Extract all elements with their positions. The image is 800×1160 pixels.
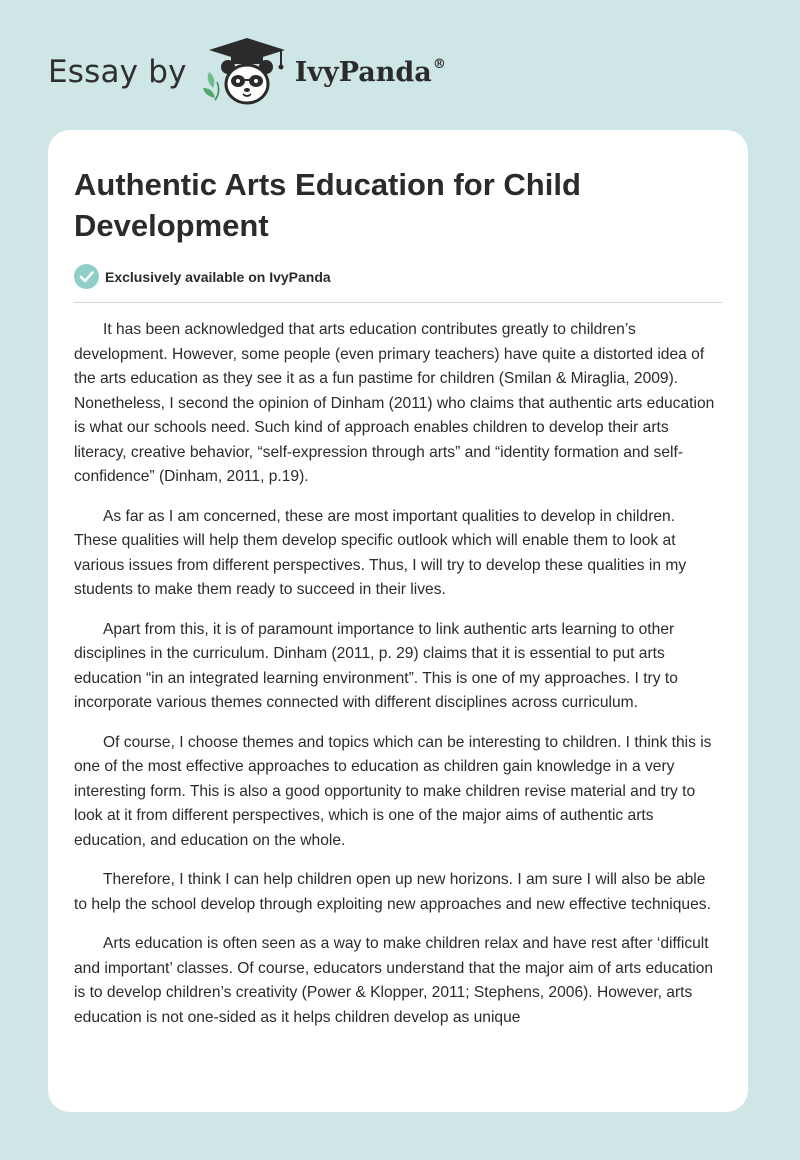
essay-card — [48, 130, 748, 1112]
essay-title: Authentic Arts Education for Child Development — [74, 167, 581, 243]
registered-mark: ® — [432, 56, 446, 72]
badge-text: Exclusively available on IvyPanda — [105, 268, 331, 285]
paragraph: Arts education is often seen as a way to make children relax and have rest after ‘difficult and important’ classes. Of course, educators understand that the major aim of arts education is to develop children’s creativity (Power & Klopper, 2011; Stephens, 2006). However, arts education is not one-sided as it helps children develop as unique — [74, 935, 714, 1026]
paragraph: It has been acknowledged that arts education contributes greatly to children’s development. However, some people (even primary teachers) have quite a distorted idea of the arts education as they see it as a fun pastime for children (Smilan & Miraglia, 2009). Nonetheless, I second the opinion of Dinham (2011) who claims that authentic arts education is what our schools need. Such kind of approach enables children to develop their arts literacy, creative behavior, “self-expression through arts” and “identity formation and self-confidence” (Dinham, 2011, p.19). — [74, 321, 715, 485]
panda-graduate-icon — [201, 36, 293, 108]
paragraph: Therefore, I think I can help children open up new horizons. I am sure I will also be able to help the school develop through exploiting new approaches and new effective techniques. — [74, 871, 711, 913]
essay-body — [74, 318, 722, 1045]
paragraph: Apart from this, it is of paramount importance to link authentic arts learning to other disciplines in the curriculum. Dinham (2011, p. 29) claims that it is essential to put arts education “in an integrated learning environment”. This is one of my approaches. I try to incorporate various themes connected with different disciplines across curriculum. — [74, 620, 678, 711]
brand-name: IvyPanda® — [294, 56, 446, 88]
check-circle-icon — [74, 264, 99, 289]
exclusive-badge — [74, 264, 331, 289]
brand-prefix: Essay by — [48, 54, 187, 90]
divider — [74, 302, 722, 303]
paragraph: As far as I am concerned, these are most important qualities to develop in children. These qualities will help them develop specific outlook which will enable them to look at various issues from different perspectives. Thus, I will try to develop these qualities in my students to make them ready to succeed in their lives. — [74, 507, 687, 598]
paragraph: Of course, I choose themes and topics which can be interesting to children. I think this is one of the most effective approaches to education as children gain knowledge in a very interesting form. This is also a good opportunity to make children revise material and try to look at it from different perspectives, which is one of the major aims of authentic arts education, and education on the whole. — [74, 733, 712, 849]
site-brand[interactable] — [48, 36, 446, 108]
